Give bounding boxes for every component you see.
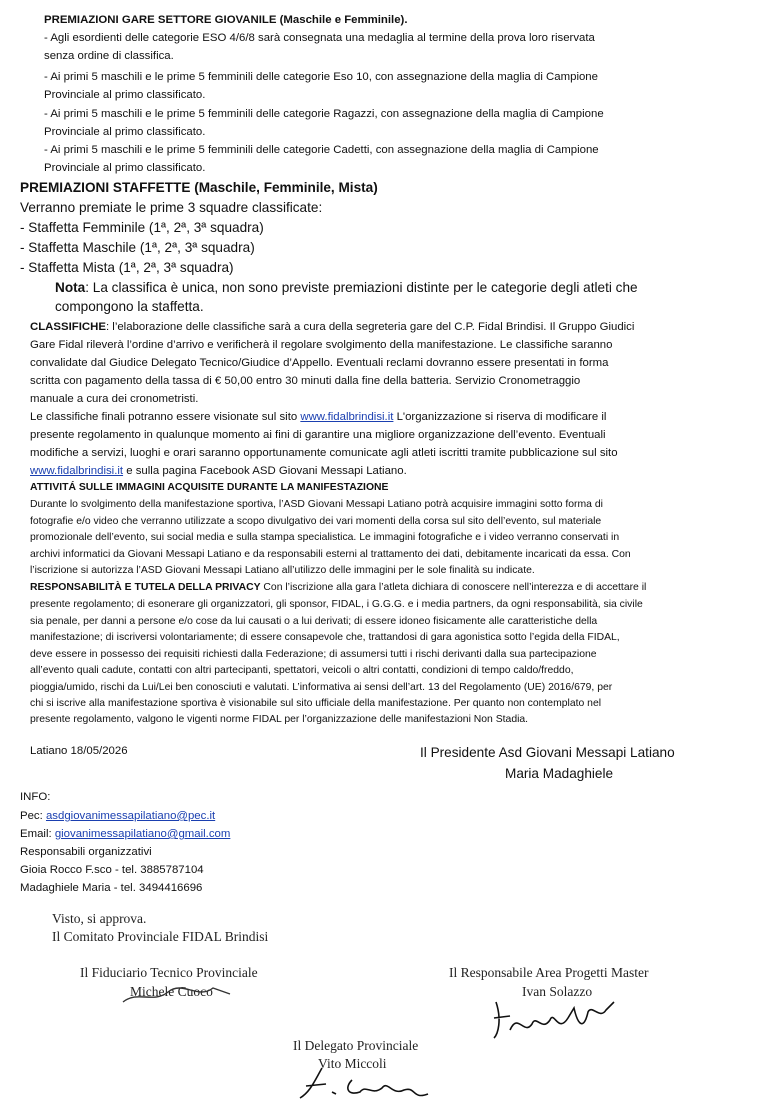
classifiche-line: modifiche a servizi, luoghi e orari saranno opportunamente comunicate agli atleti iscritti tramite pubblicazione sul sito [30, 447, 618, 459]
classifiche-text: : l’elaborazione delle classifiche sarà a cura della segreteria gare del C.P. Fidal Brindisi. Il Gruppo Giudici [105, 321, 635, 333]
delegato-signature [292, 1062, 442, 1104]
immagini-line: archivi informatici da Giovani Messapi Latiano e da responsabili esterni al trattamento dei dati, debitamente incaricati da essa. Con [30, 549, 631, 560]
immagini-line: Durante lo svolgimento della manifestazione sportiva, l’ASD Giovani Messapi Latiano potrà acquisire immagini sotto forma di [30, 499, 603, 510]
privacy-line: presente regolamento; di esonerare gli organizzatori, gli sponsor, FIDAL, i G.G.G. e i media partners, da ogni responsabilità, sia civile [30, 599, 643, 610]
privacy-line: deve essere in possesso dei requisiti richiesti dalla Federazione; di assumersi tutti i rischi derivanti dalla sua partecipazione [30, 649, 597, 660]
classifiche-line: convalidate dal Giudice Delegato Tecnico/Giudice d’Appello. Eventuali reclami dovranno essere presentati in forma [30, 357, 609, 369]
classifiche-first-line [30, 318, 634, 336]
giovanile-line: - Ai primi 5 maschili e le prime 5 femminili delle categorie Eso 10, con assegnazione della maglia di Campione [44, 71, 598, 83]
staffette-nota-cont: compongono la staffetta. [55, 299, 204, 314]
staffette-title: PREMIAZIONI STAFFETTE (Maschile, Femminile, Mista) [20, 180, 378, 195]
nota-label: Nota [55, 280, 86, 295]
email-label: Email: [20, 828, 55, 840]
classifiche-label: CLASSIFICHE [30, 321, 106, 333]
nota-text: : La classifica è unica, non sono previste premiazioni distinte per le categorie degli atleti che [85, 280, 638, 295]
privacy-line: sia penale, per danni a persone e/o cose da lui causati o a lui derivati; di essere idoneo fisicamente alle caratteristiche della [30, 616, 598, 627]
privacy-line: pioggia/umido, rischi da Lui/Lei ben conosciuti e valutati. L’informativa ai sensi dell’art. 13 del Regolamento (UE) 2016/679, per [30, 682, 613, 693]
email-link[interactable]: giovanimessapilatiano@gmail.com [54, 828, 231, 840]
giovanile-line: Provinciale al primo classificato. [44, 89, 206, 101]
classifiche-p2-last [30, 462, 407, 480]
email-row [20, 825, 230, 843]
delegato-title: Il Delegato Provinciale [293, 1038, 419, 1053]
privacy-line: all’evento quali cadute, contatti con altri partecipanti, spettatori, veicoli o altri contatti, condizioni di tempo caldo/freddo, [30, 665, 574, 676]
giovanile-line: - Ai primi 5 maschili e le prime 5 femminili delle categorie Cadetti, con assegnazione della maglia di Campione [44, 144, 599, 156]
master-name: Ivan Solazzo [522, 984, 593, 999]
fiduciario-signature [118, 980, 238, 1008]
staffette-item: - Staffetta Femminile (1ª, 2ª, 3ª squadra) [20, 220, 264, 235]
staffette-nota [55, 278, 638, 298]
classifiche-line: manuale a cura dei cronometristi. [30, 393, 199, 405]
classifiche-line: Gare Fidal rileverà l’ordine d’arrivo e verificherà il regolare svolgimento della manifestazione. Le classifiche saranno [30, 339, 613, 351]
fidalbrindisi-link[interactable]: www.fidalbrindisi.it [300, 411, 394, 423]
classifiche-p2-text: Le classifiche finali potranno essere visionate sul sito [30, 411, 301, 423]
classifiche-line: scritta con pagamento della tassa di € 50,00 entro 30 minuti dalla fine della batteria. Servizio Cronometraggio [30, 375, 581, 387]
privacy-title: RESPONSABILITÀ E TUTELA DELLA PRIVACY [30, 582, 261, 593]
giovanile-line: - Ai primi 5 maschili e le prime 5 femminili delle categorie Ragazzi, con assegnazione della maglia di Campione [44, 108, 604, 120]
giovanile-line: - Agli esordienti delle categorie ESO 4/6/8 sarà consegnata una medaglia al termine della prova loro riservata [44, 32, 595, 44]
president-name: Maria Madaghiele [505, 766, 614, 781]
contact-line: Gioia Rocco F.sco - tel. 3885787104 [20, 864, 204, 876]
delegato-name: Vito Miccoli [318, 1056, 387, 1071]
privacy-line: chi si iscrive alla manifestazione sportiva è visionabile sul sito ufficiale della manifestazione. Per quanto non contemplato nel [30, 698, 602, 709]
resp-heading: Responsabili organizzativi [20, 846, 152, 858]
giovanile-title: PREMIAZIONI GARE SETTORE GIOVANILE (Maschile e Femminile). [44, 14, 408, 26]
fidalbrindisi-link[interactable]: www.fidalbrindisi.it [30, 465, 124, 477]
fiduciario-name: Michele Cuoco [130, 984, 213, 999]
immagini-line: promozionale dell’evento, sui social media e sulla stampa specialistica. Le immagini fotografiche e i video verranno conservati in [30, 532, 620, 543]
master-signature [488, 990, 623, 1042]
fiduciario-title: Il Fiduciario Tecnico Provinciale [80, 965, 258, 980]
privacy-line: manifestazione; di iscriversi volontariamente; di essere consapevole che, trattandosi di gara agonistica sotto l’egida della FIDAL, [30, 632, 620, 643]
approval-committee: Il Comitato Provinciale FIDAL Brindisi [52, 929, 269, 944]
place-date: Latiano 18/05/2026 [30, 745, 128, 757]
immagini-title: ATTIVITÁ SULLE IMMAGINI ACQUISITE DURANTE LA MANIFESTAZIONE [30, 482, 389, 493]
immagini-line: l’iscrizione si autorizza l’ASD Giovani Messapi Latiano all’utilizzo delle immagini per le sole finalità su indicate. [30, 565, 535, 576]
classifiche-line: presente regolamento in qualunque momento ai fini di garantire una migliore organizzazione dell’evento. Eventuali [30, 429, 606, 441]
master-title: Il Responsabile Area Progetti Master [449, 965, 649, 980]
pec-label: Pec: [20, 810, 46, 822]
giovanile-line: Provinciale al primo classificato. [44, 126, 206, 138]
approval-line: Visto, si approva. [52, 911, 147, 926]
giovanile-line: Provinciale al primo classificato. [44, 162, 206, 174]
staffette-item: - Staffetta Maschile (1ª, 2ª, 3ª squadra) [20, 240, 255, 255]
immagini-line: fotografie e/o video che verranno utilizzate a scopo divulgativo dei vari momenti della corsa sul sito dell’evento, sul materiale [30, 516, 602, 527]
staffette-item: - Staffetta Mista (1ª, 2ª, 3ª squadra) [20, 260, 234, 275]
contact-line: Madaghiele Maria - tel. 3494416696 [20, 882, 203, 894]
classifiche-p2-text: L'organizzazione si riserva di modificare il [393, 411, 607, 423]
pec-row [20, 807, 215, 825]
pec-link[interactable]: asdgiovanimessapilatiano@pec.it [45, 810, 216, 822]
president-title: Il Presidente Asd Giovani Messapi Latiano [420, 745, 675, 760]
privacy-text: Con l’iscrizione alla gara l’atleta dichiara di conoscere nell’interezza e di accettare il [260, 582, 647, 593]
classifiche-p2-first [30, 408, 606, 426]
privacy-first-line [30, 580, 646, 597]
giovanile-line: senza ordine di classifica. [44, 50, 174, 62]
privacy-line: presente regolamento, valgono le vigenti norme FIDAL per l’organizzazione delle manifestazioni Non Stadia. [30, 714, 529, 725]
staffette-intro: Verranno premiate le prime 3 squadre classificate: [20, 200, 323, 215]
info-heading: INFO: [20, 791, 51, 803]
classifiche-p2-text: e sulla pagina Facebook ASD Giovani Messapi Latiano. [123, 465, 407, 477]
